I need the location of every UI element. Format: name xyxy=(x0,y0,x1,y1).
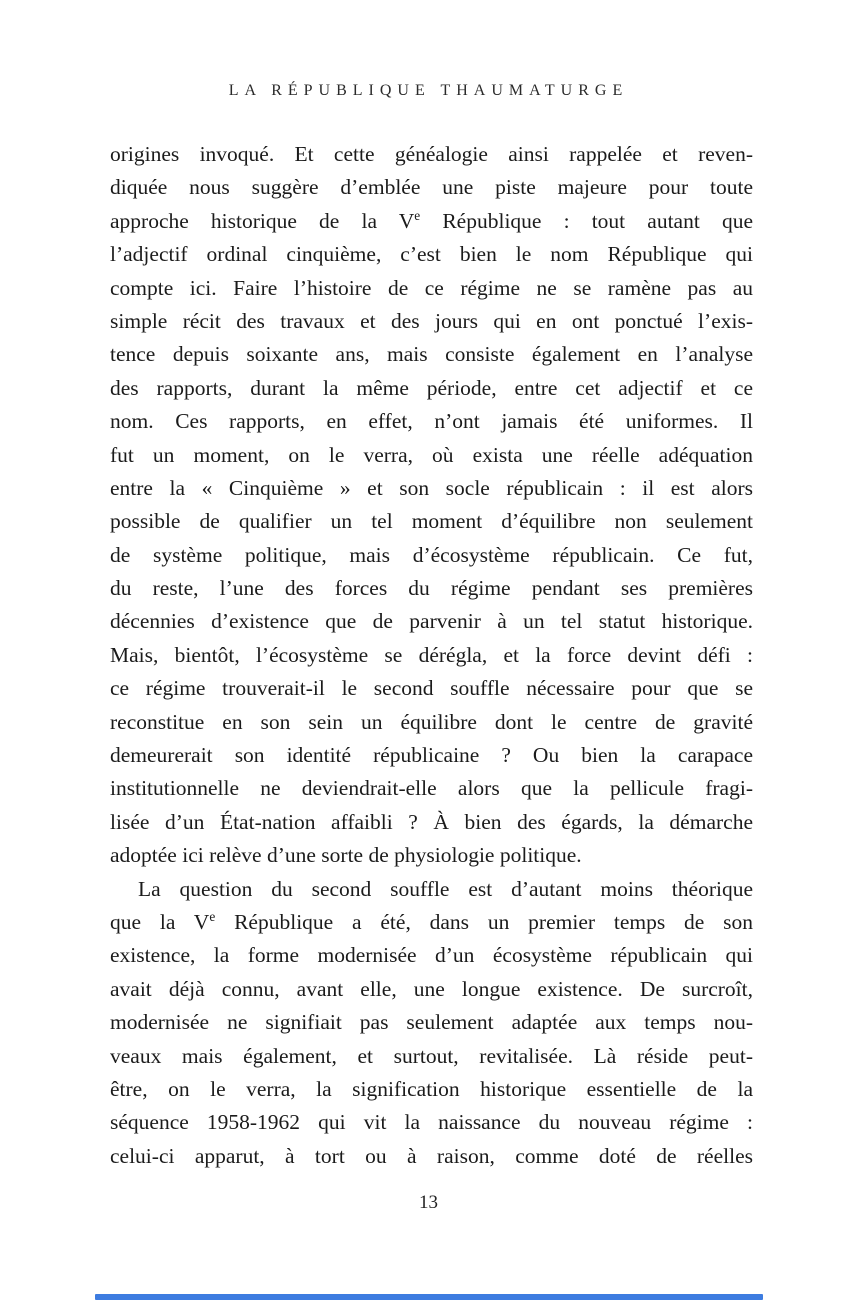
text-line: être, on le verra, la signification historique essentielle de la xyxy=(110,1076,753,1101)
text-line: celui-ci apparut, à tort ou à raison, comme doté de réelles xyxy=(110,1143,753,1168)
text-line: entre la « Cinquième » et son socle républicain : il est alors xyxy=(110,475,753,500)
text-line: compte ici. Faire l’histoire de ce régime ne se ramène pas au xyxy=(110,275,753,300)
text-line: l’adjectif ordinal cinquième, c’est bien le nom République qui xyxy=(110,242,753,267)
text-line: décennies d’existence que de parvenir à un tel statut historique. xyxy=(110,609,753,634)
text-line: des rapports, durant la même période, entre cet adjectif et ce xyxy=(110,375,753,400)
text-line: reconstitue en son sein un équilibre dont le centre de gravité xyxy=(110,709,753,734)
running-header: LA RÉPUBLIQUE THAUMATURGE xyxy=(228,82,629,99)
text-line: lisée d’un État-nation affaibli ? À bien des égards, la démarche xyxy=(110,809,753,834)
text-line: ce régime trouverait-il le second souffle nécessaire pour que se xyxy=(110,676,753,701)
text-line: tence depuis soixante ans, mais consiste également en l’analyse xyxy=(110,342,753,367)
page-number: 13 xyxy=(419,1192,438,1213)
text-line: fut un moment, on le verra, où exista une réelle adéquation xyxy=(110,442,753,467)
text-line: du reste, l’une des forces du régime pendant ses premières xyxy=(110,576,753,601)
text-line: Mais, bientôt, l’écosystème se dérégla, et la force devint défi : xyxy=(110,642,753,667)
text-line: approche historique de la Ve République : tout autant que xyxy=(110,207,753,233)
text-line: séquence 1958-1962 qui vit la naissance du nouveau régime : xyxy=(110,1110,753,1135)
text-line: diquée nous suggère d’emblée une piste majeure pour toute xyxy=(110,175,753,200)
text-line: La question du second souffle est d’autant moins théorique xyxy=(138,876,753,901)
text-line: de système politique, mais d’écosystème républicain. Ce fut, xyxy=(110,542,753,567)
text-line: avait déjà connu, avant elle, une longue existence. De surcroît, xyxy=(110,976,753,1001)
text-line: demeurerait son identité républicaine ? Ou bien la carapace xyxy=(110,743,753,768)
text-line: que la Ve République a été, dans un premier temps de son xyxy=(110,908,753,934)
progress-bar[interactable] xyxy=(95,1294,763,1300)
page-text xyxy=(110,138,753,1173)
text-line: possible de qualifier un tel moment d’équilibre non seulement xyxy=(110,509,753,534)
text-line: origines invoqué. Et cette généalogie ainsi rappelée et reven- xyxy=(110,142,753,166)
text-line: existence, la forme modernisée d’un écosystème républicain qui xyxy=(110,943,753,968)
text-line: simple récit des travaux et des jours qui en ont ponctué l’exis- xyxy=(110,308,753,333)
text-line: adoptée ici relève d’une sorte de physiologie politique. xyxy=(110,843,582,868)
text-line: nom. Ces rapports, en effet, n’ont jamais été uniformes. Il xyxy=(110,409,753,434)
text-line: modernisée ne signifiait pas seulement adaptée aux temps nou- xyxy=(110,1010,753,1035)
text-line: veaux mais également, et surtout, revitalisée. Là réside peut- xyxy=(110,1043,753,1068)
text-line: institutionnelle ne deviendrait-elle alors que la pellicule fragi- xyxy=(110,776,753,801)
